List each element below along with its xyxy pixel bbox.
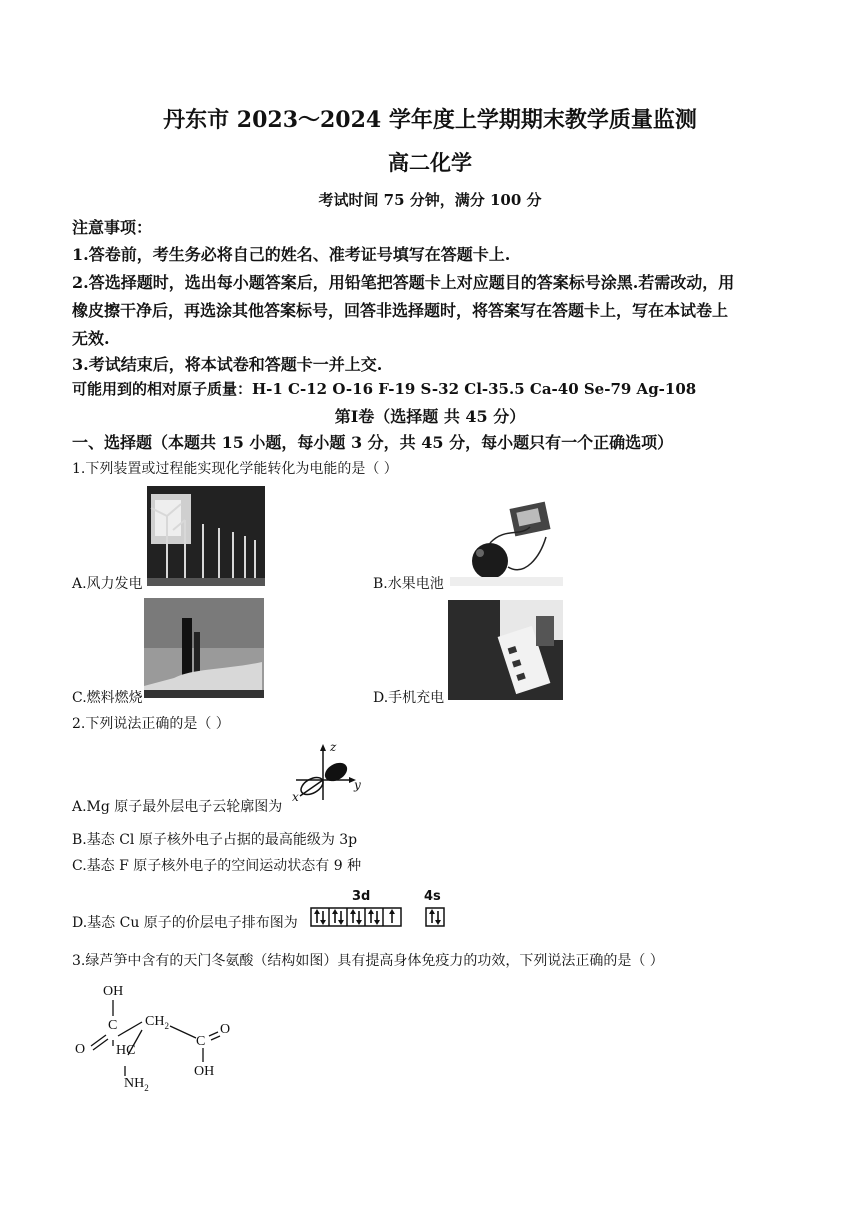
- q1-option-b: B.水果电池: [373, 576, 444, 592]
- q1-stem: 1.下列装置或过程能实现化学能转化为电能的是（ ）: [72, 461, 398, 477]
- fuel-combustion-image: [144, 598, 264, 698]
- notice-item-3: 3.考试结束后，将本试卷和答题卡一并上交.: [72, 355, 383, 374]
- q1-option-a: A.风力发电: [72, 576, 143, 592]
- phone-charger-icon: [448, 600, 563, 700]
- wind-turbines-icon: [147, 486, 265, 586]
- orbital-3d-label: 3d: [352, 889, 371, 904]
- struct-ch2: $CH_2$: [145, 1014, 169, 1031]
- notice-item-1: 1.答卷前，考生务必将自己的姓名、准考证号填写在答题卡上.: [72, 245, 511, 264]
- notice-item-2-line-2: 橡皮擦干净后，再选涂其他答案标号，回答非选择题时，将答案写在答题卡上，写在本试卷上: [72, 301, 729, 320]
- fruit-battery-image: [450, 497, 563, 586]
- q2-option-b: B.基态 Cl 原子核外电子占据的最高能级为 3p: [72, 832, 358, 848]
- fruit-battery-icon: [450, 497, 563, 586]
- q2-option-d: D.基态 Cu 原子的价层电子排布图为: [72, 915, 298, 931]
- q2-option-c: C.基态 F 原子核外电子的空间运动状态有 9 种: [72, 858, 362, 874]
- wind-power-image: [147, 486, 265, 586]
- q1-option-c: C.燃料燃烧: [72, 690, 143, 706]
- electron-arrows-icon: [310, 906, 445, 928]
- exam-title: 丹东市 2023～2024 学年度上学期期末教学质量监测: [163, 107, 697, 133]
- struct-o-left: O: [75, 1042, 86, 1057]
- struct-oh-top: OH: [103, 984, 124, 999]
- q2-stem: 2.下列说法正确的是（ ）: [72, 716, 230, 732]
- struct-hc: HC: [116, 1043, 136, 1058]
- phone-charging-image: [448, 600, 563, 700]
- axis-x-label: x: [292, 790, 299, 804]
- p-orbital-icon: [290, 742, 365, 804]
- notice-item-2-line-1: 2.答选择题时，选出每小题答案后，用铅笔把答题卡上对应题目的答案标号涂黑.若需改动，用: [72, 273, 735, 292]
- struct-o-right: O: [220, 1022, 231, 1037]
- axis-y-label: y: [354, 778, 361, 792]
- structure-bonds-icon: [70, 980, 240, 1095]
- part1-heading: 第Ⅰ卷（选择题 共 45 分）: [334, 407, 526, 426]
- exam-subject: 高二化学: [388, 150, 472, 175]
- q2-option-a: A.Mg 原子最外层电子云轮廓图为: [72, 799, 283, 815]
- exam-info: 考试时间 75 分钟，满分 100 分: [318, 191, 542, 209]
- notice-item-2-line-3: 无效.: [72, 329, 110, 348]
- orbital-4s-label: 4s: [424, 889, 441, 904]
- struct-c-right: C: [196, 1034, 206, 1049]
- rocket-launch-icon: [144, 598, 264, 698]
- atomic-mass-line: 可能用到的相对原子质量：H-1 C-12 O-16 F-19 S-32 Cl-35.5 Ca-40 Se-79 Ag-108: [72, 380, 697, 398]
- aspartic-acid-structure: [70, 980, 240, 1095]
- notice-heading: 注意事项：: [72, 218, 153, 237]
- struct-nh2: $NH_2$: [124, 1076, 149, 1093]
- struct-c-top: C: [108, 1018, 118, 1033]
- q3-stem: 3.绿芦笋中含有的天门冬氨酸（结构如图）具有提高身体免疫力的功效，下列说法正确的是（ ）: [72, 953, 664, 969]
- cu-orbital-boxes: [310, 906, 445, 928]
- q1-option-d: D.手机充电: [373, 690, 445, 706]
- struct-oh-bottom: OH: [194, 1064, 215, 1079]
- section-heading: 一、选择题（本题共 15 小题，每小题 3 分，共 45 分，每小题只有一个正确选项）: [72, 433, 674, 452]
- p-orbital-diagram: [290, 742, 365, 804]
- axis-z-label: z: [330, 740, 337, 754]
